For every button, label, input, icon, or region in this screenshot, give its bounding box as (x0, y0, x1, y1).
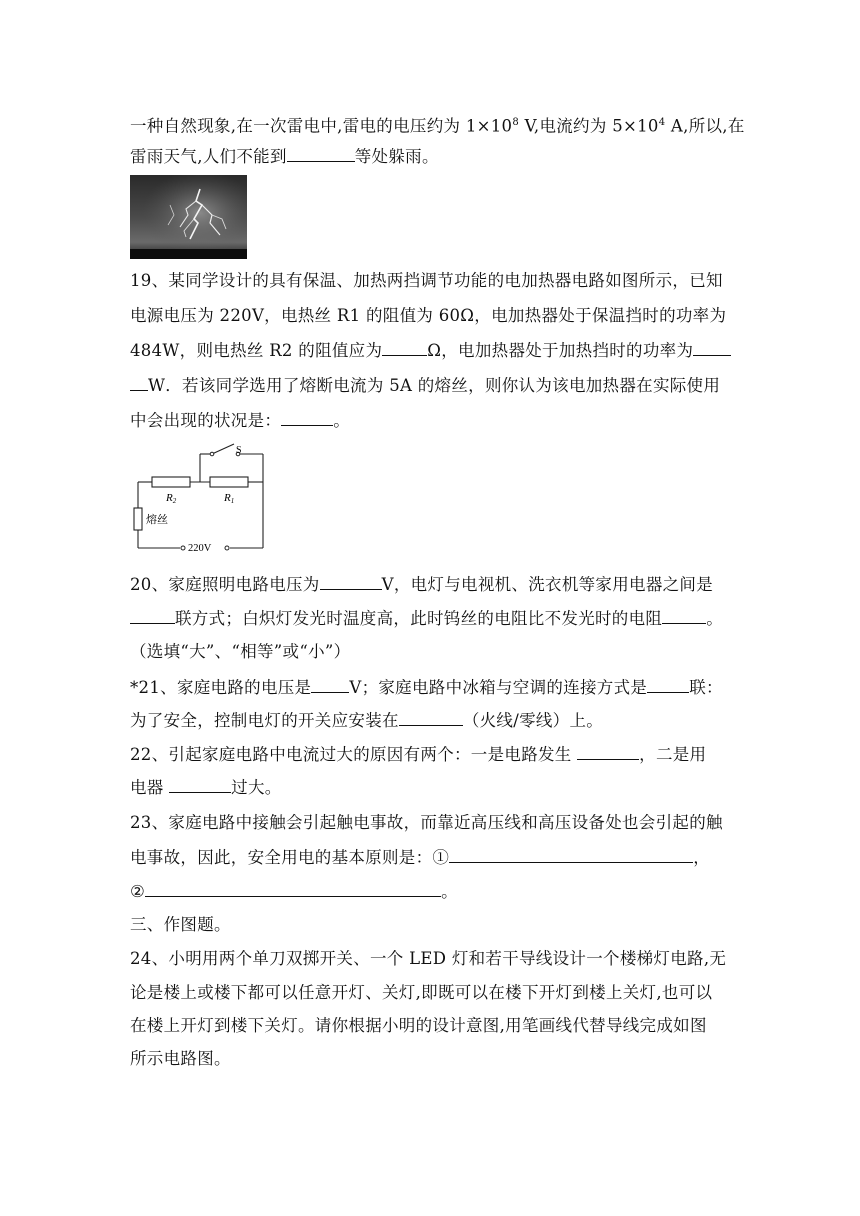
answer-blank[interactable] (311, 678, 349, 693)
q21-line-1: *21、家庭电路的电压是 V；家庭电路中冰箱与空调的连接方式是 联： (130, 678, 723, 697)
q24-line-2: 论是楼上或楼下都可以任意开灯、关灯,即既可以在楼下开灯到楼上关灯,也可以 (130, 983, 713, 1002)
intro-line-1: 一种自然现象,在一次雷电中,雷电的电压约为 $1\times 10^8$ V,电流约为 $5\times 10^4$ A,所以,在 (130, 116, 745, 136)
fuse-label: 熔丝 (146, 513, 168, 526)
r1-label: R1 (224, 492, 235, 505)
lightning-photo (130, 175, 247, 259)
answer-blank[interactable] (647, 678, 689, 693)
q24-line-4: 所示电路图。 (130, 1049, 231, 1068)
q20-line-3: （选填“大”、“相等”或“小”） (130, 642, 351, 661)
answer-blank[interactable] (693, 341, 731, 356)
q20-line-2: 联方式；白炽灯发光时温度高，此时钨丝的电阻比不发光时的电阻 。 (130, 607, 723, 631)
q19-line-2: 电源电压为 220V，电热丝 R1 的阻值为 60Ω，电加热器处于保温挡时的功率为 (130, 306, 727, 325)
q23-line-1: 23、家庭电路中接触会引起触电事故，而靠近高压线和高压设备处也会引起的触 (130, 813, 723, 832)
answer-blank[interactable] (662, 609, 706, 624)
answer-blank[interactable] (169, 778, 231, 793)
r2-label: R2 (166, 492, 177, 505)
answer-blank[interactable] (577, 745, 639, 760)
q19-line-4: W．若该同学选用了熔断电流为 5A 的熔丝，则你认为该电加热器在实际使用 (130, 374, 720, 398)
answer-blank[interactable] (281, 411, 333, 426)
q19-line-5: 中会出现的状况是： 。 (130, 411, 351, 430)
q23-line-3: ② 。 (130, 882, 458, 901)
q20-line-1: 20、家庭照明电路电压为 V，电灯与电视机、洗衣机等家用电器之间是 (130, 575, 714, 594)
q24-line-1: 24、小明用两个单刀双掷开关、一个 LED 灯和若干导线设计一个楼梯灯电路,无 (130, 949, 727, 968)
answer-blank[interactable] (130, 376, 148, 391)
answer-blank[interactable] (130, 609, 175, 624)
q21-line-2: 为了安全，控制电灯的开关应安装在 （火线/零线）上。 (130, 711, 604, 730)
intro-line-2: 雷雨天气,人们不能到 等处躲雨。 (130, 147, 439, 166)
voltage-label: 220V (188, 543, 212, 554)
heater-circuit-diagram (128, 438, 273, 556)
q24-line-3: 在楼上开灯到楼下关灯。请你根据小明的设计意图,用笔画线代替导线完成如图 (130, 1016, 707, 1035)
q19-line-3: 484W，则电热丝 R2 的阻值应为 Ω，电加热器处于加热挡时的功率为 (130, 339, 731, 363)
answer-blank[interactable] (320, 575, 382, 590)
answer-blank[interactable] (399, 711, 463, 726)
q19-line-1: 19、某同学设计的具有保温、加热两挡调节功能的电加热器电路如图所示，已知 (130, 271, 723, 290)
answer-blank[interactable] (287, 147, 355, 162)
answer-blank[interactable] (382, 341, 427, 356)
q22-line-2: 电器 过大。 (130, 778, 282, 797)
q22-line-1: 22、引起家庭电路中电流过大的原因有两个：一是电路发生 ，二是用 (130, 745, 707, 764)
answer-blank[interactable] (449, 848, 693, 863)
section-3-title: 三、作图题。 (130, 915, 231, 934)
q23-line-2: 电事故，因此，安全用电的基本原则是：① ， (130, 848, 711, 867)
switch-label: S (236, 445, 242, 456)
answer-blank[interactable] (145, 882, 441, 897)
